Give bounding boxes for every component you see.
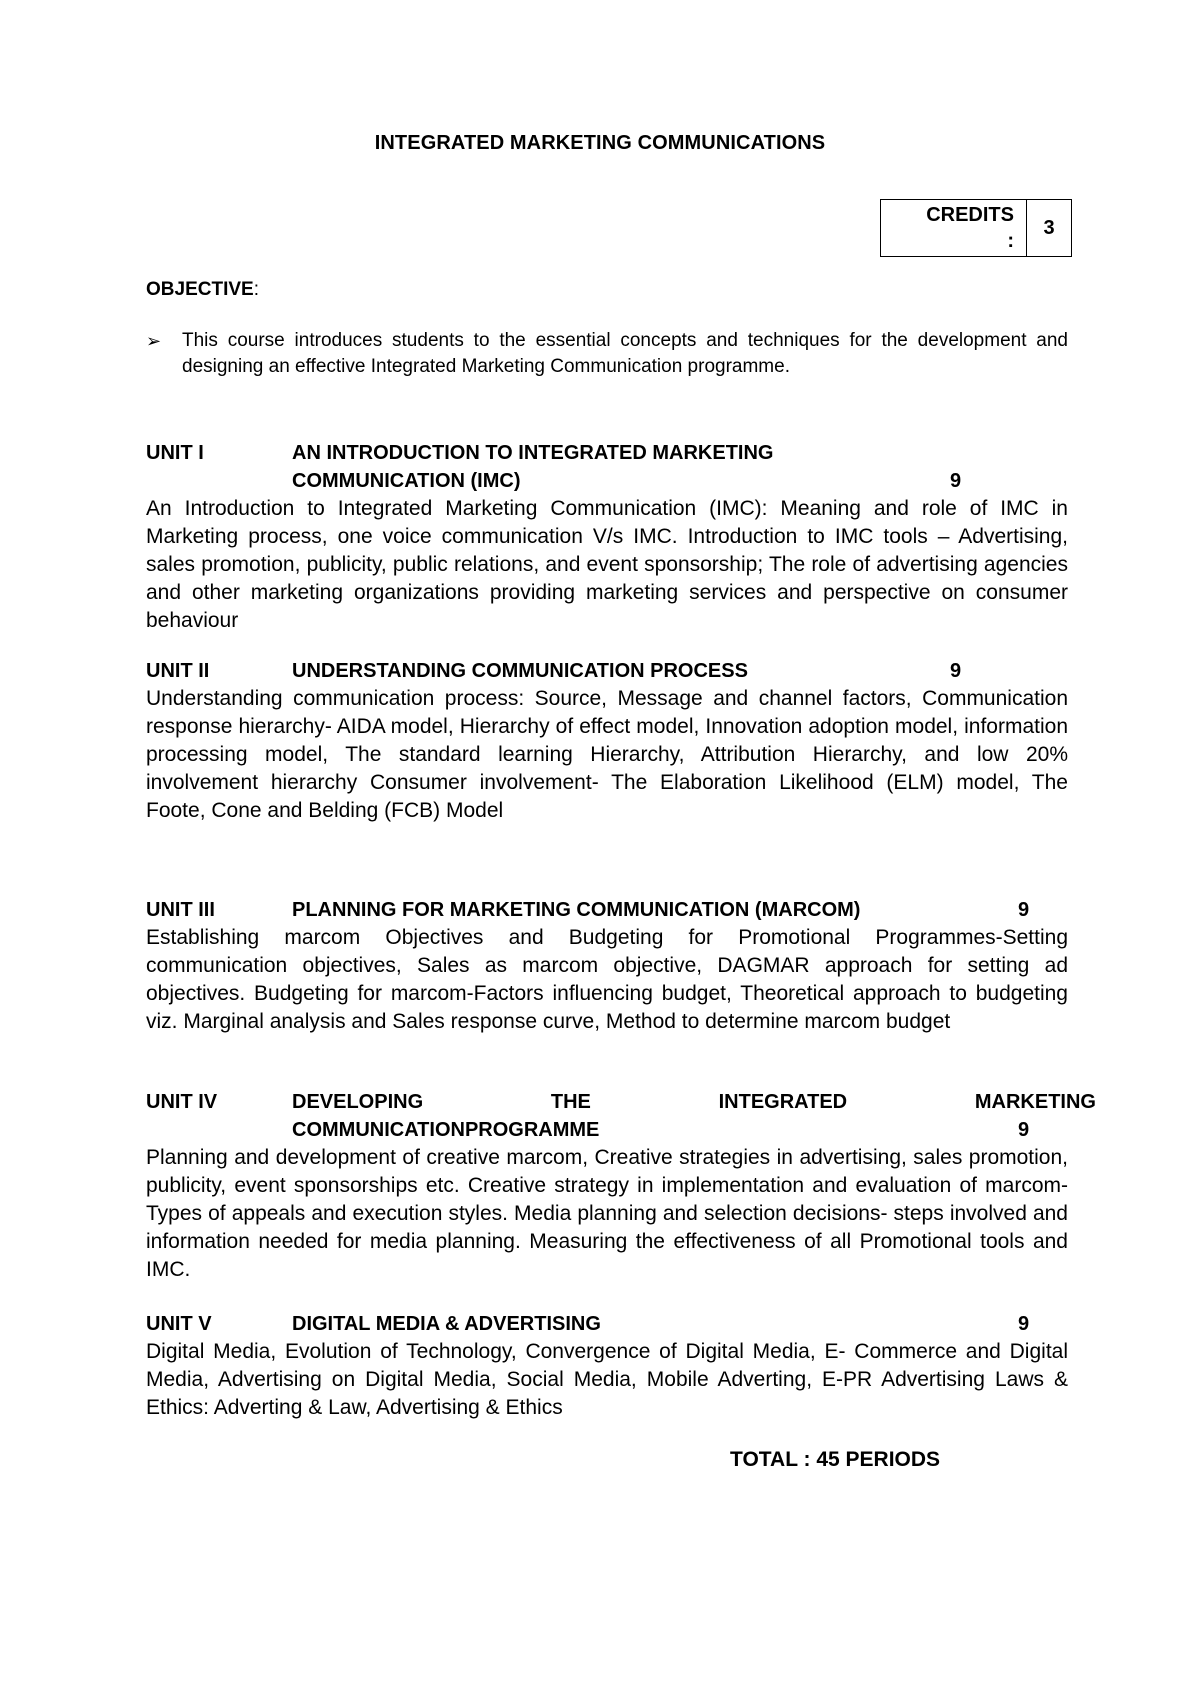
unit-2-body: Understanding communication process: Source, Message and channel factors, Communication response hierarchy- AIDA model, Hierarchy of effect model, Innovation adoption model, information processing model, The standard learning Hierarchy, Attribution Hierarchy, and low 20% involvement hierarchy Consumer involvement- The Elaboration Likelihood (ELM) model, The Foote, Cone and Belding (FCB) Model [146,687,1068,822]
arrow-bullet-icon: ➢ [146,331,162,351]
unit-4-title-line1 [292,1088,1096,1116]
credits-colon: : [1007,230,1014,252]
unit-1-title-line2: COMMUNICATION (IMC) [292,470,521,492]
unit-3-title: PLANNING FOR MARKETING COMMUNICATION (MARCOM) [292,899,861,921]
objective-heading-text: OBJECTIVE [146,279,254,300]
objective-colon: : [253,279,259,300]
unit-1-hours: 9 [950,470,962,492]
unit-4-title-word: INTEGRATED [718,1091,848,1113]
objective-bullet-text: This course introduces students to the essential concepts and techniques for the development and designing an effective Integrated Marketing Communication programme. [182,330,1068,377]
unit-2-hours: 9 [950,660,962,682]
unit-1-title-line1: AN INTRODUCTION TO INTEGRATED MARKETING [292,442,774,464]
unit-4-label: UNIT IV [146,1091,218,1113]
credits-label-cell [881,200,1027,257]
unit-5-body: Digital Media, Evolution of Technology, Convergence of Digital Media, E- Commerce and Digital Media, Advertising on Digital Media, Social Media, Mobile Adverting, E-PR Advertising Laws & Ethics: Adverting & Law, Advertising & Ethics [146,1340,1068,1419]
unit-2-header [146,657,1068,685]
unit-4-hours: 9 [1018,1119,1030,1141]
unit-5 [146,1310,1068,1422]
unit-3-header [146,896,1068,924]
unit-4-header-line2 [146,1116,1068,1144]
unit-4-header [146,1088,1096,1116]
unit-4 [146,1088,1096,1284]
objective-heading [146,279,259,301]
unit-1-header [146,439,1068,467]
unit-4-title-word: DEVELOPING [292,1091,424,1113]
page-title: INTEGRATED MARKETING COMMUNICATIONS [374,132,826,154]
objective-bullet [146,328,1068,380]
unit-4-title-word: MARKETING [974,1091,1096,1113]
total-periods: TOTAL : 45 PERIODS [730,1448,941,1471]
unit-5-hours: 9 [1018,1313,1030,1335]
unit-3 [146,896,1068,1036]
unit-1-body: An Introduction to Integrated Marketing Communication (IMC): Meaning and role of IMC in Marketing process, one voice communication V/s IMC. Introduction to IMC tools – Advertising, sales promotion, publicity, public relations, and event sponsorship; The role of advertising agencies and other marketing organizations providing marketing services and perspective on consumer behaviour [146,497,1068,632]
unit-4-title-line2: COMMUNICATIONPROGRAMME [292,1119,600,1141]
unit-2 [146,657,1068,825]
credits-label: CREDITS [926,204,1014,226]
unit-3-label: UNIT III [146,899,215,921]
unit-1 [146,439,1068,635]
unit-5-header [146,1310,1068,1338]
unit-3-body: Establishing marcom Objectives and Budgeting for Promotional Programmes-Setting communication objectives, Sales as marcom objective, DAGMAR approach for setting ad objectives. Budgeting for marcom-Factors influencing budget, Theoretical approach to budgeting viz. Marginal analysis and Sales response curve, Method to determine marcom budget [146,926,1068,1033]
unit-4-body: Planning and development of creative marcom, Creative strategies in advertising, sales promotion, publicity, event sponsorships etc. Creative strategy in implementation and evaluation of marcom- Types of appeals and execution styles. Media planning and selection decisions- steps involved and information needed for media planning. Measuring the effectiveness of all Promotional tools and IMC. [146,1146,1068,1281]
unit-3-hours: 9 [1018,899,1030,921]
unit-1-header-line2 [146,467,1068,495]
unit-5-title: DIGITAL MEDIA & ADVERTISING [292,1313,601,1335]
credits-table [880,199,1072,257]
credits-value: 3 [1027,200,1072,257]
unit-2-label: UNIT II [146,660,210,682]
unit-5-label: UNIT V [146,1313,212,1335]
unit-2-title: UNDERSTANDING COMMUNICATION PROCESS [292,660,748,682]
unit-4-title-word: THE [550,1091,591,1113]
unit-1-label: UNIT I [146,442,204,464]
